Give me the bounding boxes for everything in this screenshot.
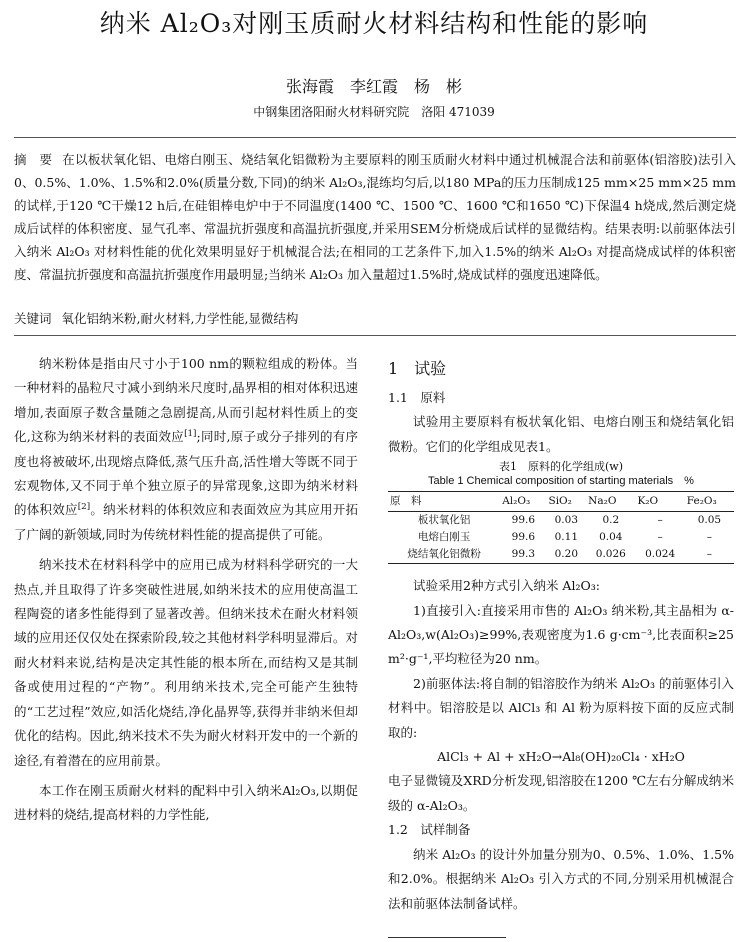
abstract-label: 摘 要	[14, 152, 53, 167]
table-header: Fe₂O₃	[685, 492, 734, 512]
xrd-paragraph: 电子显微镜及XRD分析发现,铝溶胶在1200 ℃左右分解成纳米级的 α-Al₂O₃。	[388, 773, 734, 813]
intro-paragraph-1	[14, 352, 358, 547]
table-cell: 板状氧化铝	[417, 514, 471, 527]
table-header-row	[388, 492, 734, 512]
abstract-text: 在以板状氧化铝、电熔白刚玉、烧结氧化铝微粉为主要原料的刚玉质耐火材料中通过机械混合法和前驱体(铝溶胶)法引入0、0.5%、1.0%、1.5%和2.0%(质量分数,下同)的纳米 Al₂O₃,混练均匀后,以180 MPa的压力压制成125 mm×25 mm×25 mm的试样,于120 ℃干燥12 h后,在硅钼棒电炉中于不同温度(1400 ℃、1500 ℃、1600 ℃和1650 ℃)下保温4 h烧成,然后测定烧成后试样的体积密度、显气孔率、常温抗折强度和高温抗折强度,并采用SEM分析烧成后试样的显微结构。结果表明:以前驱体法引入纳米 Al₂O₃ 对材料性能的优化效果明显好于机械混合法;在相同的工艺条件下,加入1.5%的纳米 Al₂O₃ 对提高烧成试样的体积密度、常温抗折强度和高温抗折强度作用最明显;当纳米 Al₂O₃ 加入量超过1.5%时,烧成试样的强度迅速降低。	[14, 152, 737, 282]
intro-paragraph-2: 纳米技术在材料科学中的应用已成为材料科学研究的一大热点,并且取得了许多突破性进展,如纳米技术的应用使高温工程陶瓷的诸多性能得到了显著改善。但纳米技术在耐火材料领域的应用还仅仅处在探索阶段,较之其他材料学科明显滞后。对耐火材料来说,结构是决定其性能的根本所在,而结构又是其制备或使用过程的“产物”。利用纳米技术,完全可能产生独特的“工艺过程”效应,如活化烧结,净化晶界等,获得并非纳米但却优化的结构。因此,纳米技术不失为耐火材料开发中的一个新的途径,有着潜在的应用前景。	[14, 557, 358, 768]
method-precursor: 2)前驱体法:将自制的铝溶胶作为纳米 Al₂O₃ 的前驱体引入材料中。铝溶胶是以 AlCl₃ 和 Al 粉为原料按下面的反应式制取的:	[388, 675, 734, 740]
header-rule	[14, 137, 736, 138]
table-cell: 0.11	[554, 531, 579, 544]
table-cell: –	[657, 531, 663, 544]
table-cell: 0.2	[602, 514, 620, 527]
intro-paragraph-3: 本工作在刚玉质耐火材料的配料中引入纳米Al₂O₃,以期促进材料的烧结,提高材料的力学性能,	[14, 782, 358, 823]
table-caption-cn: 表1 原料的化学组成(w)	[499, 460, 623, 474]
table-row	[388, 529, 734, 546]
keywords-text: 氧化铝纳米粉,耐火材料,力学性能,显微结构	[61, 311, 299, 326]
section-heading-experiment: 1 试验	[388, 359, 447, 378]
table-cell: 0.04	[599, 531, 623, 544]
abstract	[14, 148, 736, 286]
reference-2[interactable]: [2]	[77, 502, 91, 513]
right-column	[388, 352, 734, 916]
method-intro: 试验采用2种方式引入纳米 Al₂O₃:	[413, 578, 600, 594]
subsection-heading-sample-prep: 1.2 试样制备	[388, 822, 471, 838]
table-cell: 0.026	[586, 546, 635, 564]
method-direct: 1)直接引入:直接采用市售的 Al₂O₃ 纳米粉,其主晶相为 α-Al₂O₃,w(Al₂O₃)≥99%,表观密度为1.6 g·cm⁻³,比表面积≥25 m²·g⁻¹,平均粒径为20 nm。	[388, 602, 734, 667]
table-cell: 0.20	[547, 546, 587, 564]
table-cell: 0.03	[554, 514, 579, 527]
table-cell: –	[706, 531, 713, 544]
reference-1[interactable]: [1]	[184, 429, 197, 440]
table-cell: 99.6	[511, 531, 536, 544]
table-cell: 0.05	[697, 514, 722, 527]
footnote-rule	[388, 937, 506, 938]
abstract-rule	[14, 335, 736, 336]
table-header: K₂O	[635, 492, 684, 512]
table-cell: –	[657, 514, 663, 527]
table-cell: 电熔白刚玉	[417, 531, 471, 544]
table-header: 原 料	[388, 492, 500, 512]
sample-prep-paragraph: 纳米 Al₂O₃ 的设计外加量分别为0、0.5%、1.0%、1.5%和2.0%。根据纳米 Al₂O₃ 引入方式的不同,分别采用机械混合法和前驱体法制备试样。	[388, 846, 734, 911]
keywords	[14, 309, 736, 327]
table-cell: 烧结氧化铝微粉	[388, 546, 500, 564]
table-cell: 99.3	[500, 546, 546, 564]
table-cell: –	[685, 546, 734, 564]
authors: 张海霞 李红霞 杨 彬	[285, 77, 462, 96]
table-cell: 99.6	[511, 514, 536, 527]
paper-title: 纳米 Al₂O₃对刚玉质耐火材料结构和性能的影响	[99, 9, 649, 38]
affiliation: 中钢集团洛阳耐火材料研究院 洛阳 471039	[253, 105, 495, 119]
subsection-heading-materials: 1.1 原料	[388, 390, 446, 405]
text: 。纳米材料的体积效应和表面效应为其应用开拓了广阔的新领域,同时为传统材料性能的提高提供了可能。	[14, 502, 358, 542]
table-header: SiO₂	[547, 492, 587, 512]
table-header: Al₂O₃	[500, 492, 546, 512]
materials-paragraph: 试验用主要原料有板状氧化铝、电熔白刚玉和烧结氧化铝微粉。它们的化学组成见表1。	[388, 414, 734, 454]
keywords-label: 关键词	[14, 311, 52, 326]
table-caption-en: Table 1 Chemical composition of starting materials %	[428, 475, 694, 488]
left-column	[14, 352, 358, 828]
text: ;同时,原子或分子排列的有序度也将被破坏,出现熔点降低,蒸气压升高,活性增大等既不同于宏观物体,又不同于单个独立原子的异常现象,这即为纳米材料的体积效应	[14, 429, 359, 518]
composition-table	[388, 491, 734, 564]
text: 纳米粉体是指由尺寸小于100 nm的颗粒组成的粉体。当一种材料的晶粒尺寸减小到纳米尺度时,晶界相的相对体积迅速增加,表面原子数含量随之急剧提高,从而引起材料性质上的变化,这称为纳米材料的表面效应	[14, 356, 358, 445]
table-row	[388, 512, 734, 530]
table-header: Na₂O	[586, 492, 635, 512]
table-cell: 0.024	[635, 546, 684, 564]
reaction-equation: AlCl₃ + Al + xH₂O→Al₈(OH)₂₀Cl₄ · xH₂O	[437, 749, 685, 765]
table-row	[388, 546, 734, 564]
